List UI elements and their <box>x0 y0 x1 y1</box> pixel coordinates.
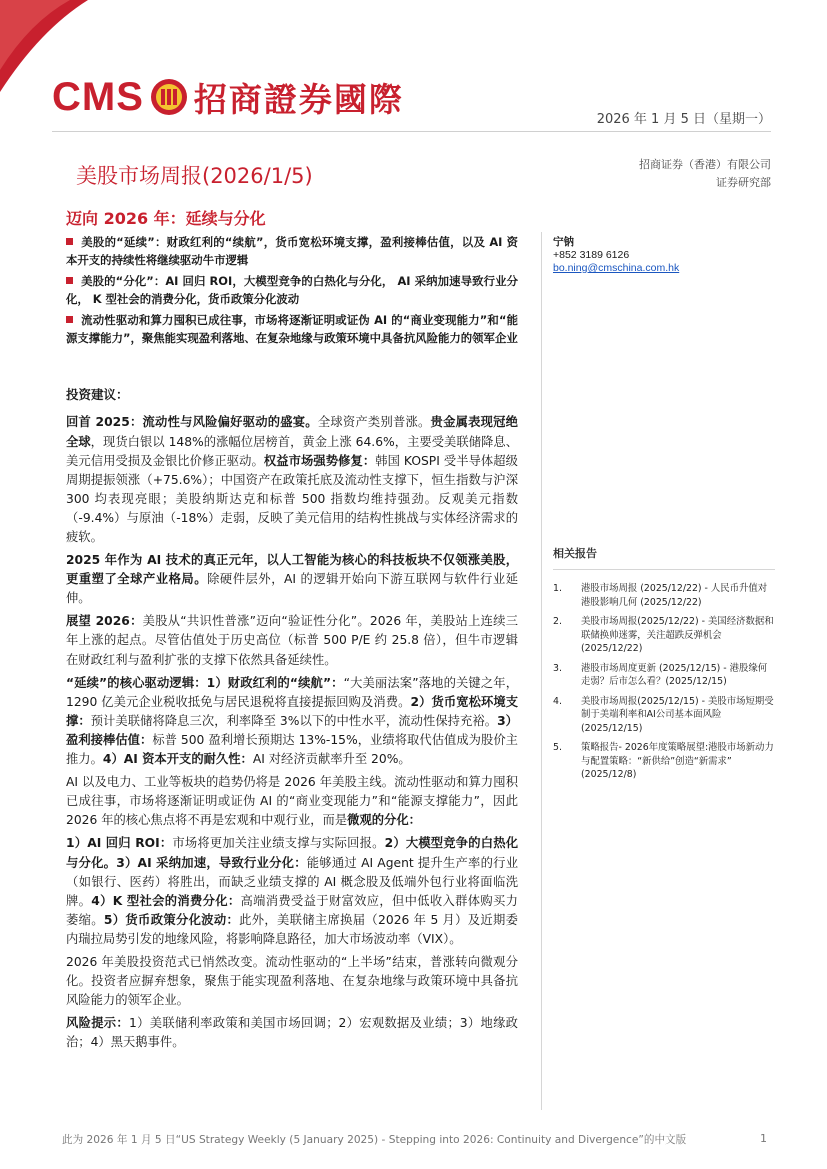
paragraph-review-2025: 回首 2025：流动性与风险偏好驱动的盛宴。全球资产类别普涨。贵金属表现冠绝全球，现货白银以 148%的涨幅位居榜首，黄金上涨 64.6%，主要受美联储降息、美元信用受损及金银比价修正驱动。权益市场强势修复：韩国 KOSPI 受半导体超级周期提振领涨（+75.6%）；中国资产在政策托底及流动性支撑下，恒生指数与沪深 300 均表现亮眼；美股纳斯达克和标普 500 指数均维持强劲。反观美元指数（-9.4%）与原油（-18%）走弱，反映了美元信用的结构性挑战与实体经济需求的疲软。 <box>66 415 518 544</box>
related-report-item[interactable]: 1. 港股市场周报 (2025/12/22) - 人民币升值对港股影响几何 (2025/12/22) <box>553 583 768 608</box>
paragraph-paradigm-shift: 2026 年美股投资范式已悄然改变。流动性驱动的“上半场”结束，普涨转向微观分化。投资者应摒弃想象，聚焦于能实现盈利落地、在复杂地缘与政策环境中具备抗风险能力的领军企业。 <box>66 954 518 1008</box>
paragraph-risk: 风险提示：1）美联储利率政策和美国市场回调；2）宏观数据及业绩；3）地缘政治；4）黑天鹅事件。 <box>66 1016 518 1050</box>
related-reports <box>553 545 775 788</box>
paragraph-ai-year: 2025 年作为 AI 技术的真正元年，以人工智能为核心的科技板块不仅领涨美股，更重塑了全球产业格局。除硬件层外，AI 的逻辑开始向下游互联网与软件行业延伸。 <box>66 553 518 606</box>
bullet-square-icon <box>66 316 73 323</box>
related-report-item[interactable]: 3. 港股市场周度更新 (2025/12/15) - 港股缘何走弱？后市怎么看？(2025/12/15) <box>553 662 768 687</box>
paragraph-main-theme: AI 以及电力、工业等板块的趋势仍将是 2026 年美股主线。流动性驱动和算力囤积已成往事，市场将逐渐证明或证伪 AI 的“商业变现能力”和“能源支撑能力”，因此 2026 年的核心焦点将不再是宏观和中观行业，而是微观的分化： <box>66 775 518 828</box>
main-column <box>66 233 518 1056</box>
paragraph-outlook-2026: 展望 2026：美股从“共识性普涨”迈向“验证性分化”。2026 年，美股站上连续三年上涨的起点。尽管估值处于历史高位（标普 500 P/E 约 25.8 倍），但牛市逻辑在财政红利与盈利扩张的支撑下依然具备延续性。 <box>66 614 519 667</box>
report-date: 2026 年 1 月 5 日（星期一） <box>596 112 771 127</box>
company-logo <box>52 72 404 122</box>
organization <box>639 156 771 192</box>
bullet-square-icon <box>66 238 73 245</box>
summary-bullet: 流动性驱动和算力囤积已成往事，市场将逐渐证明或证伪 AI 的“商业变现能力”和“能源支撑能力”，聚焦能实现盈利落地、在复杂地缘与政策环境中具备抗风险能力的领军企业 <box>66 312 518 346</box>
header-divider <box>52 131 771 132</box>
footer-note: 此为 2026 年 1 月 5 日“US Strategy Weekly (5 January 2025) - Stepping into 2026: Continuity and Divergence”的中文版 <box>62 1134 687 1146</box>
related-report-item[interactable]: 2. 美股市场周报(2025/12/22) - 美国经济数据和联储换帅迷雾，关注超跌反弹机会(2025/12/22) <box>553 616 774 654</box>
org-name: 招商证券（香港）有限公司 <box>639 158 771 171</box>
author-name: 宁钠 <box>553 236 574 248</box>
author-info <box>553 236 679 275</box>
page-number: 1 <box>760 1132 767 1145</box>
related-reports-title: 相关报告 <box>553 545 775 570</box>
summary-bullet: 美股的“延续”：财政红利的“续航”，货币宽松环境支撑，盈利接棒估值，以及 AI 资本开支的持续性将继续驱动牛市逻辑 <box>66 235 518 268</box>
paragraph-continuity-drivers: “延续”的核心驱动逻辑：1）财政红利的“续航”：“大美丽法案”落地的关键之年，1290 亿美元企业税收抵免与居民退税将直接提振回购及消费。2）货币宽松环境支撑：预计美联储将降息三次，利率降至 3%以下的中性水平，流动性保持充裕。3）盈利接棒估值：标普 500 盈利增长预期达 13%-15%，业绩将取代估值成为股价主推力。4）AI 资本开支的耐久性：AI 对经济贡献率升至 20%。 <box>66 675 519 767</box>
logo-text-cn: 招商證券國際 <box>193 79 404 119</box>
section-title: 投资建议： <box>66 387 129 403</box>
related-report-item[interactable]: 4. 美股市场周报(2025/12/15) - 美股市场短期受制于美端利率和AI公司基本面风险(2025/12/15) <box>553 695 774 734</box>
headline: 迈向 2026 年：延续与分化 <box>66 209 266 228</box>
summary-bullet: 美股的“分化”：AI 回归 ROI，大模型竞争的白热化与分化， AI 采纳加速导致行业分化， K 型社会的消费分化，货币政策分化波动 <box>66 273 518 307</box>
logo-text-en: CMS <box>52 74 144 119</box>
org-dept: 证券研究部 <box>716 176 771 189</box>
bullet-square-icon <box>66 277 73 284</box>
report-title: 美股市场周报(2026/1/5) <box>76 164 313 188</box>
paragraph-divergence: 1）AI 回归 ROI：市场将更加关注业绩支撑与实际回报。2）大模型竞争的白热化与分化。3）AI 采纳加速，导致行业分化：能够通过 AI Agent 提升生产率的行业（如银行、医药）将胜出，而缺乏业绩支撑的 AI 概念股及低端外包行业将面临洗牌。4）K 型社会的消费分化：高端消费受益于财富效应，但中低收入群体购买力萎缩。5）货币政策分化波动：此外，美联储主席换届（2026 年 5 月）及近期委内瑞拉局势引发的地缘风险，将影响降息路径，加大市场波动率（VIX）。 <box>66 836 518 946</box>
logo-mark-icon <box>150 78 188 116</box>
related-report-item[interactable]: 5. 策略报告- 2026年度策略展望:港股市场新动力与配置策略：“新供给”创造“新需求” (2025/12/8) <box>553 742 774 780</box>
author-phone: +852 3189 6126 <box>553 249 630 261</box>
column-divider <box>541 232 542 1110</box>
author-email-link[interactable]: bo.ning@cmschina.com.hk <box>553 262 680 274</box>
